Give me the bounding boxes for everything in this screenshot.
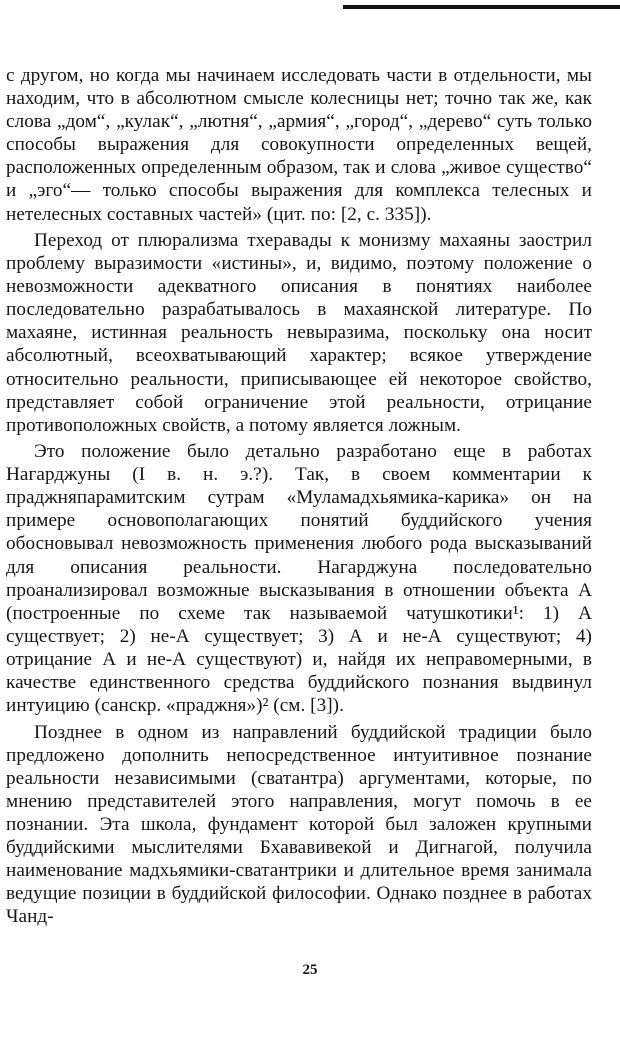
paragraph-3: Это положение было детально разработано еще в работах Нагарджуны (I в. н. э.?). Так, в своем комментарии к праджняпарамитским сутрам «Муламадхьямика-карика» он на примере основополагающих понятий буддийского учения обосновывал невозможность применения любого рода высказываний для описания реальности. Нагарджуна последовательно проанализировал возможные высказывания в отношении объекта А (построенные по схеме так называемой чатушкотики¹: 1) А существует; 2) не-А существует; 3) А и не-А существуют; 4) отрицание А и не-А существуют) и, найдя их неправомерными, в качестве единственного средства буддийского познания выдвинул интуицию (санскр. «праджня»)² (см. [3]). (6, 441, 592, 717)
paragraph-4: Позднее в одном из направлений буддийской традиции было предложено дополнить непосредственное интуитивное познание реальности независимыми (сватантра) аргументами, которые, по мнению представителей этого направления, могут помочь в ее познании. Эта школа, фундамент которой был заложен крупными буддийскими мыслителями Бхававивекой и Дигнагой, получила наименование мадхьямики-сватантрики и длительное время занимала ведущие позиции в буддийской философии. Однако позднее в работах Чанд- (6, 721, 592, 928)
body-text (6, 64, 592, 928)
paragraph-1: с другом, но когда мы начинаем исследовать части в отдельности, мы находим, что в абсолютном смысле колесницы нет; точно так же, как слова „дом“, „кулак“, „лютня“, „армия“, „город“, „дерево“ суть только способы выражения для совокупности определенных вещей, расположенных определенным образом, так и слова „живое существо“ и „эго“— только способы выражения для комплекса телесных и нетелесных составных частей» (цит. по: [2, с. 335]). (6, 65, 592, 225)
paragraph-2: Переход от плюрализма тхеравады к монизму махаяны заострил проблему выразимости «истины», и, видимо, поэтому положение о невозможности адекватного описания в понятиях наиболее последовательно разрабатывалось в махаянской литературе. По махаяне, истинная реальность невыразима, поскольку она носит абсолютный, всеохватывающий характер; всякое утверждение относительно реальности, приписывающее ей некоторое свойство, представляет собой ограничение этой реальности, отрицание противоположных свойств, а потому является ложным. (6, 229, 592, 436)
header-rule (343, 5, 620, 9)
page-number: 25 (302, 962, 318, 978)
